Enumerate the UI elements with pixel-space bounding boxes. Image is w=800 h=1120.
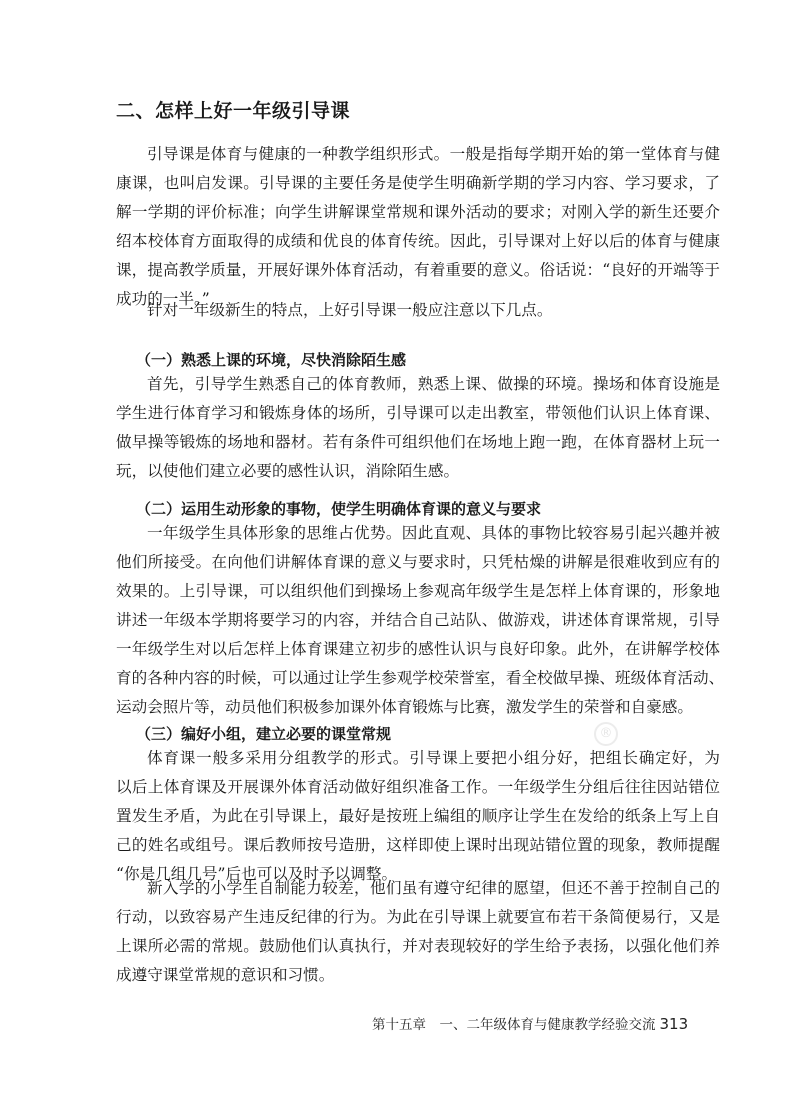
subsection-heading: （三）编好小组，建立必要的课堂常规 xyxy=(136,725,392,743)
text-line: 新入学的小学生自制能力较差，他们虽有遵守纪律的愿望，但还不善于控制自己的 xyxy=(147,879,720,897)
text-line: 他们所接受。在向他们讲解体育课的意义与要求时，只凭枯燥的讲解是很难收到应有的 xyxy=(116,553,720,571)
text-line: 以后上体育课及开展课外体育活动做好组织准备工作。一年级学生分组后往往因站错位 xyxy=(116,778,720,796)
text-line: 玩，以使他们建立必要的感性认识，消除陌生感。 xyxy=(116,462,460,480)
text-line: 运动会照片等，动员他们积极参加课外体育锻炼与比赛，激发学生的荣誉和自豪感。 xyxy=(116,698,693,716)
section-heading: 二、怎样上好一年级引导课 xyxy=(116,100,351,122)
text-line: “你是几组几号”后也可以及时予以调整。 xyxy=(116,865,398,883)
subsection-heading: （二）运用生动形象的事物，使学生明确体育课的意义与要求 xyxy=(136,500,542,518)
text-line: 成功的一半。” xyxy=(116,290,210,308)
text-line: 解一学期的评价标准；向学生讲解课堂常规和课外活动的要求；对刚入学的新生还要介 xyxy=(116,203,720,221)
body-paragraph xyxy=(116,874,720,990)
registered-mark-watermark: ® xyxy=(594,722,618,746)
text-line: 首先，引导学生熟悉自己的体育教师，熟悉上课、做操的环境。操场和体育设施是 xyxy=(147,375,720,393)
text-line: 育的各种内容的时候，可以通过让学生参观学校荣誉室，看全校做早操、班级体育活动、 xyxy=(116,669,725,687)
text-line: 置发生矛盾，为此在引导课上，最好是按班上编组的顺序让学生在发给的纸条上写上自 xyxy=(116,807,720,825)
text-line: 学生进行体育学习和锻炼身体的场所，引导课可以走出教室，带领他们认识上体育课、 xyxy=(116,404,720,422)
text-line: 成遵守课堂常规的意识和习惯。 xyxy=(116,966,335,984)
text-line: 康课，也叫启发课。引导课的主要任务是使学生明确新学期的学习内容、学习要求，了 xyxy=(116,174,720,192)
subsection-heading: （一）熟悉上课的环境，尽快消除陌生感 xyxy=(136,351,407,369)
text-line: 上课所必需的常规。鼓励他们认真执行，并对表现较好的学生给予表扬，以强化他们养 xyxy=(116,937,720,955)
page-number: 313 xyxy=(659,1015,689,1033)
text-line: 一年级学生对以后怎样上体育课建立初步的感性认识与良好印象。此外，在讲解学校体 xyxy=(116,640,720,658)
body-paragraph xyxy=(116,370,720,486)
body-paragraph xyxy=(116,744,720,889)
body-paragraph xyxy=(116,519,725,722)
text-line: 一年级学生具体形象的思维占优势。因此直观、具体的事物比较容易引起兴趣并被 xyxy=(147,524,720,542)
text-line: 己的姓名或组号。课后教师按号造册，这样即使上课时出现站错位置的现象，教师提醒 xyxy=(116,836,720,854)
text-line: 做早操等锻炼的场地和器材。若有条件可组织他们在场地上跑一跑，在体育器材上玩一 xyxy=(116,433,720,451)
text-line: 课，提高教学质量，开展好课外体育活动，有着重要的意义。俗话说：“良好的开端等于 xyxy=(116,261,720,279)
text-line: 绍本校体育方面取得的成绩和优良的体育传统。因此，引导课对上好以后的体育与健康 xyxy=(116,232,720,250)
intro-paragraph-2 xyxy=(116,296,720,325)
intro-paragraph xyxy=(116,140,720,314)
text-line: 行动，以致容易产生违反纪律的行为。为此在引导课上就要宣布若干条简便易行，又是 xyxy=(116,908,720,926)
text-line: 体育课一般多采用分组教学的形式。引导课上要把小组分好，把组长确定好，为 xyxy=(147,749,720,767)
page-footer xyxy=(372,1013,688,1033)
running-title: 第十五章 一、二年级体育与健康教学经验交流 xyxy=(372,1017,656,1033)
text-line: 针对一年级新生的特点，上好引导课一般应注意以下几点。 xyxy=(147,301,553,319)
text-line: 讲述一年级本学期将要学习的内容，并结合自己站队、做游戏，讲述体育课常规，引导 xyxy=(116,611,720,629)
text-line: 引导课是体育与健康的一种教学组织形式。一般是指每学期开始的第一堂体育与健 xyxy=(147,145,720,163)
text-line: 效果的。上引导课，可以组织他们到操场上参观高年级学生是怎样上体育课的，形象地 xyxy=(116,582,720,600)
